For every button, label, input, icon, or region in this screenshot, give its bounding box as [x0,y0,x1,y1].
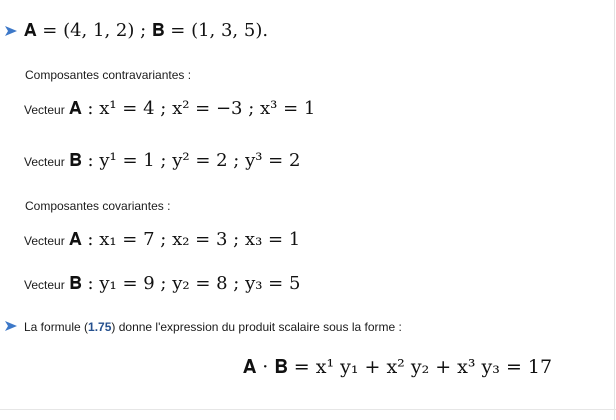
covariant-heading: Composantes covariantes : [25,199,171,213]
formula-note [24,320,402,334]
contravariant-a-expression: 𝐀 : x¹ = 4 ; x² = −3 ; x³ = 1 [69,98,316,119]
scalar-product-formula: 𝐀 · 𝐁 = x¹ y₁ + x² y₂ + x³ y₃ = 17 [243,356,553,378]
vectors-definition: 𝐀 = (4, 1, 2) ; 𝐁 = (1, 3, 5). [24,20,269,41]
vector-label: Vecteur [24,278,65,292]
bullet-arrow-icon [5,26,17,36]
covariant-vector-b [24,273,300,294]
vector-label: Vecteur [24,103,65,117]
bullet-arrow-icon [5,321,17,331]
covariant-b-expression: 𝐁 : y₁ = 9 ; y₂ = 8 ; y₃ = 5 [69,273,301,294]
contravariant-b-expression: 𝐁 : y¹ = 1 ; y² = 2 ; y³ = 2 [69,150,301,171]
contravariant-vector-a [24,98,315,119]
contravariant-heading: Composantes contravariantes : [25,68,192,82]
content-frame-bottom-border [0,409,616,410]
formula-note-before: La formule ( [24,320,89,334]
content-frame-right-border [614,0,615,420]
covariant-vector-a [24,229,300,250]
vector-label: Vecteur [24,155,65,169]
covariant-a-expression: 𝐀 : x₁ = 7 ; x₂ = 3 ; x₃ = 1 [69,229,301,250]
equation-reference-link[interactable]: 1.75 [88,320,112,334]
contravariant-vector-b [24,150,300,171]
vector-label: Vecteur [24,234,65,248]
formula-note-after: ) donne l'expression du produit scalaire sous la forme : [111,320,402,334]
